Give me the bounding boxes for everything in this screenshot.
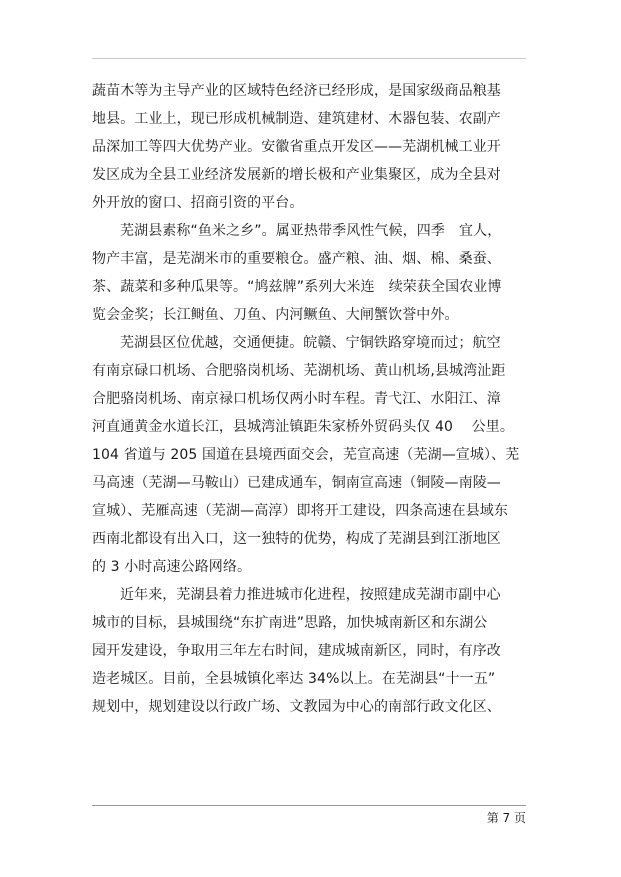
text-line: 马高速（芜湖—马鞍山）已建成通车，铜南宣高速（铜陵—南陵—	[92, 475, 501, 491]
text-line: 茶、蔬菜和多种瓜果等。“鸠兹牌”系列大米连 续荣获全国农业博	[92, 279, 502, 295]
text-line: 物产丰富，是芜湖米市的重要粮仓。盛产粮、油、烟、棉、桑蚕、	[92, 251, 501, 267]
text-line: 宣城）、芜雁高速（芜湖—高淳）即将开工建设，四条高速在县域东	[92, 503, 508, 519]
paragraph-start-line: 近年来，芜湖县着力推进城市化进程，按照建成芜湖市副中心	[120, 587, 501, 603]
document-body	[92, 77, 532, 721]
text-line: 规划中，规划建设以行政广场、文教园为中心的南部行政文化区、	[92, 699, 501, 715]
text-line: 有南京碌口机场、合肥骆岗机场、芜湖机场、黄山机场,县城湾沚距	[92, 363, 506, 379]
text-line: 合肥骆岗机场、南京禄口机场仅两小时车程。青弋江、水阳江、漳	[92, 391, 501, 407]
text-line: 蔬苗木等为主导产业的区域特色经济已经形成，是国家级商品粮基	[92, 83, 501, 99]
header-rule	[92, 58, 526, 59]
paragraph-start-line: 芜湖县素称“鱼米之乡”。属亚热带季风性气候，四季 宜人，	[120, 223, 502, 239]
text-line: 发区成为全县工业经济发展新的增长极和产业集聚区，成为全县对	[92, 167, 501, 183]
text-line: 地县。工业上，现已形成机械制造、建筑建材、木器包装、农副产	[92, 111, 501, 127]
page-number: 第 7 页	[486, 811, 526, 825]
text-line: 104 省道与 205 国道在县境西面交会，芜宣高速（芜湖—宣城）、芜	[92, 447, 520, 463]
text-line: 西南北都设有出入口，这一独特的优势，构成了芜湖县到江浙地区	[92, 531, 501, 547]
text-line: 河直通黄金水道长江，县城湾沚镇距朱家桥外贸码头仅 40 公里。	[92, 419, 514, 435]
text-line: 品深加工等四大优势产业。安徽省重点开发区——芜湖机械工业开	[92, 139, 501, 155]
text-line: 园开发建设，争取用三年左右时间，建成城南新区，同时，有序改	[92, 643, 501, 659]
text-line: 外开放的窗口、招商引资的平台。	[92, 195, 304, 211]
paragraph-start-line: 芜湖县区位优越，交通便捷。皖赣、宁铜铁路穿境而过；航空	[120, 335, 501, 351]
text-line: 城市的目标，县城围绕“东扩南进”思路，加快城南新区和东湖公	[92, 615, 488, 631]
text-line: 览会金奖；长江鲥鱼、刀鱼、内河鳜鱼、大闸蟹饮誉中外。	[92, 307, 459, 323]
text-line: 造老城区。目前，全县城镇化率达 34%以上。在芜湖县“十一五”	[92, 671, 496, 687]
footer-rule	[92, 805, 526, 806]
text-line: 的 3 小时高速公路网络。	[92, 559, 252, 575]
